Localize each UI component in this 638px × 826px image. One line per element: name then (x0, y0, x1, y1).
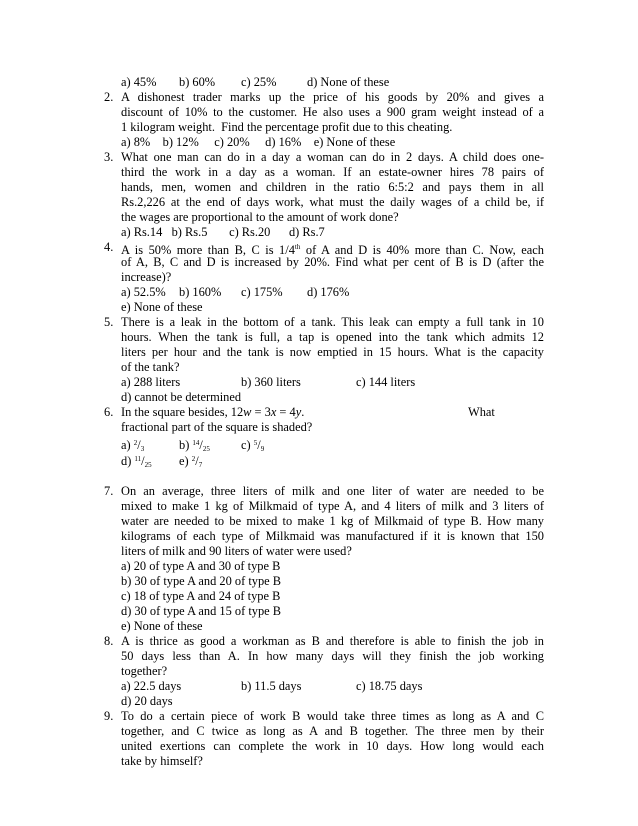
q6-option-d-denominator: 25 (144, 461, 152, 469)
q4-number: 4. (104, 240, 114, 254)
q5-option-b: b) 360 liters (241, 375, 301, 389)
q6-text-line-1 (121, 405, 304, 420)
q2-text-line: 1 kilogram weight. Find the percentage profit due to this cheating. (121, 120, 453, 134)
q5-number: 5. (104, 315, 114, 329)
q5-option-d: d) cannot be determined (121, 390, 242, 404)
q6-option-a-numerator: 2 (133, 439, 138, 447)
q7-option-e: e) None of these (121, 619, 203, 633)
q7-text-line: mixed to make 1 kg of Milkmaid of type A, and 4 liters of milk and 3 liters of (121, 499, 544, 513)
q9-text-line: together, and C twice as long as A and B together. The three men by their (121, 724, 544, 738)
q1-option-a: a) 45% (121, 75, 157, 89)
q4-option-c: c) 175% (241, 285, 283, 299)
q2-text-line: discount of 10% to the customer. He also uses a 900 gram weight instead of a (121, 105, 544, 119)
q4-text-line: increase)? (121, 270, 172, 284)
q5-text-line: of the tank? (121, 360, 180, 374)
q8-option-a: a) 22.5 days (121, 679, 182, 693)
q5-text-line: hours. When the tank is full, a tap is opened into the tank which admits 12 (121, 330, 544, 344)
q1-option-d: d) None of these (307, 75, 390, 89)
q6-line1-pre: In the square besides, 12 (121, 405, 244, 419)
q4-option-a: a) 52.5% (121, 285, 166, 299)
q4-text-line: of A, B, C and D is increased by 20%. Find what per cent of B is D (after the (121, 255, 544, 269)
q3-text-line: hands, men, women and children in the ratio 6:5:2 and pays them in all (121, 180, 544, 194)
q7-number: 7. (104, 484, 114, 498)
q1-option-b: b) 60% (179, 75, 216, 89)
q7-option-c: c) 18 of type A and 24 of type B (121, 589, 281, 603)
q6-number: 6. (104, 405, 114, 419)
q2-number: 2. (104, 90, 114, 104)
q4-option-e: e) None of these (121, 300, 203, 314)
q6-option-c-denominator: 9 (260, 445, 265, 453)
q6-option-c-numerator: 5 (253, 439, 258, 447)
q9-text-line: united exertions can complete the work in 10 days. How long would each (121, 739, 544, 753)
q3-text-line: Rs.2,226 at the end of days work, what must the daily wages of a child be, if (121, 195, 544, 209)
q6-option-d-numerator: 11 (134, 455, 142, 463)
q4-option-b: b) 160% (179, 285, 222, 299)
q6-var-w: w (243, 405, 252, 419)
q7-text-line: liters of milk and 90 liters of water were used? (121, 544, 352, 558)
q6-option-c-label: c) (241, 438, 254, 452)
q6-option-a: a) $^2/_3$ (121, 438, 145, 453)
q2-options: a) 8% b) 12% c) 20% d) 16% e) None of these (121, 135, 396, 149)
q8-option-c: c) 18.75 days (356, 679, 423, 693)
q6-option-e-label: e) (179, 454, 192, 468)
q9-text-line: take by himself? (121, 754, 203, 768)
q6-option-b: b) $^{14}/_{25}$ (179, 438, 210, 453)
q8-number: 8. (104, 634, 114, 648)
q6-var-y: y (295, 405, 302, 419)
q5-text-line: liters per hour and the tank is now emptied in 15 hours. What is the capacity (121, 345, 544, 359)
q3-text-line: third the work in a day as a woman. If an estate-owner hires 78 pairs of (121, 165, 544, 179)
q6-option-c: c) $^5/_9$ (241, 438, 265, 453)
q6-option-e-denominator: 7 (198, 461, 203, 469)
q8-option-b: b) 11.5 days (241, 679, 302, 693)
q4-line1-post: of A and D is 40% more than C. Now, each (300, 243, 544, 258)
q8-text-line: together? (121, 664, 168, 678)
q9-number: 9. (104, 709, 114, 723)
q7-option-d: d) 30 of type A and 15 of type B (121, 604, 282, 618)
q6-option-b-label: b) (179, 438, 193, 452)
q6-text-line-2: fractional part of the square is shaded? (121, 420, 313, 434)
q7-option-b: b) 30 of type A and 20 of type B (121, 574, 282, 588)
q5-option-a: a) 288 liters (121, 375, 181, 389)
q6-option-d: d) $^{11}/_{25}$ (121, 454, 152, 469)
q6-option-e-numerator: 2 (191, 455, 196, 463)
q4-line1-pre: A is 50% more than B, C is 1/4 (121, 243, 295, 258)
q6-option-a-label: a) (121, 438, 134, 452)
q6-what: What (468, 405, 495, 419)
q9-text-line: To do a certain piece of work B would take three times as long as A and C (121, 709, 544, 723)
q3-text-line: What one man can do in a day a woman can do in 2 days. A child does one- (121, 150, 544, 164)
q6-option-d-label: d) (121, 454, 135, 468)
q8-text-line: A is thrice as good a workman as B and therefore is able to finish the job in (121, 634, 544, 648)
q1-option-c: c) 25% (241, 75, 277, 89)
q2-text-line: A dishonest trader marks up the price of his goods by 20% and gives a (121, 90, 544, 104)
q6-eq1: = 3 (251, 405, 271, 419)
q6-option-b-denominator: 25 (202, 445, 210, 453)
q6-option-b-numerator: 14 (192, 439, 200, 447)
q8-option-d: d) 20 days (121, 694, 173, 708)
q7-text-line: water are needed to be mixed to make 1 kg of Milkmaid of type B. How many (121, 514, 544, 528)
q5-option-c: c) 144 liters (356, 375, 416, 389)
q3-number: 3. (104, 150, 114, 164)
q6-option-e: e) $^2/_7$ (179, 454, 203, 469)
q7-text-line: kilograms of each type of Milkmaid was manufactured if it is known that 150 (121, 529, 544, 543)
q3-text-line: the wages are proportional to the amount of work done? (121, 210, 399, 224)
q5-text-line: There is a leak in the bottom of a tank. This leak can empty a full tank in 10 (121, 315, 544, 329)
q6-period: . (301, 405, 305, 419)
q6-eq2: = 4 (276, 405, 296, 419)
q7-option-a: a) 20 of type A and 30 of type B (121, 559, 281, 573)
q6-option-a-denominator: 3 (140, 445, 145, 453)
q4-option-d: d) 176% (307, 285, 350, 299)
q7-text-line: On an average, three liters of milk and one liter of water are needed to be (121, 484, 544, 498)
q3-options: a) Rs.14 b) Rs.5 c) Rs.20 d) Rs.7 (121, 225, 325, 239)
q8-text-line: 50 days less than A. In how many days will they finish the job working (121, 649, 544, 663)
q6-var-x: x (270, 405, 277, 419)
q4-superscript: th (294, 243, 301, 251)
